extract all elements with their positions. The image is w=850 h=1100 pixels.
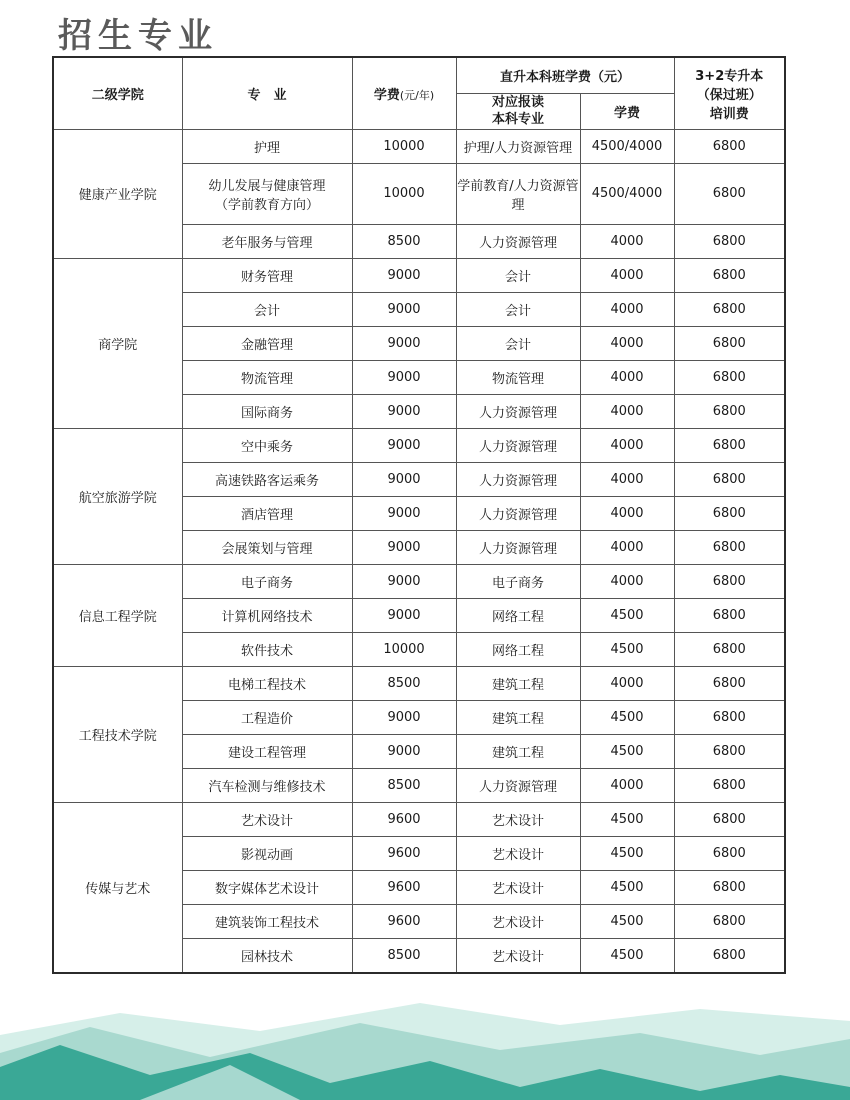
header-tuition-label: 学费: [373, 87, 400, 103]
upgrade-fee: 4000: [580, 666, 674, 700]
major-name: [182, 530, 352, 564]
major-name: [182, 700, 352, 734]
major-name: [182, 870, 352, 904]
p32-training-fee: 6800: [674, 292, 785, 326]
upgrade-major: 建筑工程: [456, 734, 580, 768]
upgrade-major: 学前教育/人力资源管理: [456, 163, 580, 224]
upgrade-fee: 4500/4000: [580, 129, 674, 163]
upgrade-fee: 4000: [580, 360, 674, 394]
header-32-line2: （保过班）: [696, 87, 762, 103]
upgrade-fee: 4500: [580, 632, 674, 666]
table-row: [53, 802, 785, 836]
admissions-fee-table: [52, 56, 786, 974]
tuition-fee: 9000: [352, 496, 456, 530]
upgrade-major: 艺术设计: [456, 870, 580, 904]
header-32-line3: 培训费: [709, 106, 749, 122]
p32-training-fee: 6800: [674, 734, 785, 768]
major-name: [182, 564, 352, 598]
tuition-fee: 9000: [352, 734, 456, 768]
major-name: [182, 292, 352, 326]
major-name-line: 金融管理: [240, 337, 293, 353]
college-name: 传媒与艺术: [53, 802, 182, 973]
upgrade-fee: 4000: [580, 530, 674, 564]
header-32-program: [674, 57, 785, 129]
upgrade-fee: 4500: [580, 938, 674, 973]
table-row: [53, 129, 785, 163]
upgrade-major: 人力资源管理: [456, 462, 580, 496]
tuition-fee: 9000: [352, 564, 456, 598]
upgrade-fee: 4500: [580, 802, 674, 836]
header-32-line1: 3+2专升本: [695, 68, 764, 84]
major-name-line: 园林技术: [240, 949, 293, 965]
tuition-fee: 8500: [352, 224, 456, 258]
major-name-line: 会计: [253, 303, 280, 319]
upgrade-major: 物流管理: [456, 360, 580, 394]
p32-training-fee: 6800: [674, 768, 785, 802]
p32-training-fee: 6800: [674, 904, 785, 938]
tuition-fee: 9600: [352, 904, 456, 938]
table-row: [53, 666, 785, 700]
tuition-fee: 10000: [352, 129, 456, 163]
major-name: [182, 496, 352, 530]
upgrade-fee: 4000: [580, 326, 674, 360]
upgrade-fee: 4500: [580, 598, 674, 632]
upgrade-major: 人力资源管理: [456, 530, 580, 564]
upgrade-fee: 4000: [580, 496, 674, 530]
p32-training-fee: 6800: [674, 700, 785, 734]
upgrade-fee: 4000: [580, 224, 674, 258]
p32-training-fee: 6800: [674, 394, 785, 428]
major-name: [182, 326, 352, 360]
p32-training-fee: 6800: [674, 496, 785, 530]
header-upgrade-major-line1: 对应报读: [491, 95, 544, 110]
upgrade-major: 人力资源管理: [456, 428, 580, 462]
tuition-fee: 9600: [352, 836, 456, 870]
major-name-line: 电子商务: [240, 575, 293, 591]
upgrade-major: 会计: [456, 326, 580, 360]
p32-training-fee: 6800: [674, 632, 785, 666]
upgrade-major: 艺术设计: [456, 836, 580, 870]
tuition-fee: 10000: [352, 163, 456, 224]
college-name: 健康产业学院: [53, 129, 182, 258]
upgrade-fee: 4500: [580, 700, 674, 734]
tuition-fee: 9600: [352, 870, 456, 904]
major-name-line: 护理: [253, 140, 280, 156]
table-row: [53, 564, 785, 598]
major-name-line: 会展策划与管理: [221, 541, 313, 557]
college-name: 信息工程学院: [53, 564, 182, 666]
major-name: [182, 938, 352, 973]
major-name-line: 酒店管理: [240, 507, 293, 523]
major-name: [182, 428, 352, 462]
upgrade-major: 电子商务: [456, 564, 580, 598]
major-name-line: 汽车检测与维修技术: [208, 779, 326, 795]
p32-training-fee: 6800: [674, 836, 785, 870]
major-name-line: 工程造价: [240, 711, 293, 727]
college-name: 航空旅游学院: [53, 428, 182, 564]
tuition-fee: 9000: [352, 360, 456, 394]
tuition-fee: 8500: [352, 768, 456, 802]
upgrade-major: 艺术设计: [456, 904, 580, 938]
mountain-wave-decoration: [0, 995, 850, 1100]
upgrade-major: 建筑工程: [456, 666, 580, 700]
p32-training-fee: 6800: [674, 129, 785, 163]
college-name: 工程技术学院: [53, 666, 182, 802]
upgrade-major: 网络工程: [456, 598, 580, 632]
tuition-fee: 9000: [352, 394, 456, 428]
tuition-fee: 9600: [352, 802, 456, 836]
major-name: [182, 836, 352, 870]
major-name: [182, 394, 352, 428]
upgrade-fee: 4000: [580, 258, 674, 292]
header-upgrade-group: 直升本科班学费（元）: [456, 57, 674, 93]
major-name: [182, 666, 352, 700]
header-tuition: [352, 57, 456, 129]
header-upgrade-fee: 学费: [580, 93, 674, 129]
upgrade-fee: 4500/4000: [580, 163, 674, 224]
major-name: [182, 802, 352, 836]
major-name: [182, 163, 352, 224]
p32-training-fee: 6800: [674, 326, 785, 360]
upgrade-fee: 4000: [580, 564, 674, 598]
table-row: [53, 428, 785, 462]
upgrade-major: 人力资源管理: [456, 496, 580, 530]
major-name-line: 建设工程管理: [227, 745, 306, 761]
upgrade-fee: 4500: [580, 734, 674, 768]
upgrade-major: 护理/人力资源管理: [456, 129, 580, 163]
major-name-line: 空中乘务: [240, 439, 293, 455]
p32-training-fee: 6800: [674, 163, 785, 224]
upgrade-fee: 4500: [580, 836, 674, 870]
p32-training-fee: 6800: [674, 666, 785, 700]
major-name-line: （学前教育方向）: [214, 197, 319, 213]
major-name-line: 软件技术: [240, 643, 293, 659]
tuition-fee: 9000: [352, 258, 456, 292]
tuition-fee: 9000: [352, 700, 456, 734]
upgrade-fee: 4000: [580, 394, 674, 428]
upgrade-major: 建筑工程: [456, 700, 580, 734]
p32-training-fee: 6800: [674, 938, 785, 973]
major-name: [182, 904, 352, 938]
tuition-fee: 9000: [352, 462, 456, 496]
p32-training-fee: 6800: [674, 258, 785, 292]
major-name-line: 财务管理: [240, 269, 293, 285]
major-name: [182, 598, 352, 632]
p32-training-fee: 6800: [674, 360, 785, 394]
tuition-fee: 10000: [352, 632, 456, 666]
major-name-line: 数字媒体艺术设计: [214, 881, 319, 897]
major-name-line: 高速铁路客运乘务: [214, 473, 319, 489]
major-name: [182, 462, 352, 496]
table-body: [53, 129, 785, 973]
p32-training-fee: 6800: [674, 870, 785, 904]
p32-training-fee: 6800: [674, 530, 785, 564]
tuition-fee: 9000: [352, 428, 456, 462]
upgrade-major: 人力资源管理: [456, 224, 580, 258]
header-upgrade-major-line2: 本科专业: [491, 112, 544, 127]
upgrade-major: 人力资源管理: [456, 768, 580, 802]
major-name: [182, 258, 352, 292]
header-tuition-unit: (元/年): [399, 88, 435, 102]
upgrade-fee: 4000: [580, 462, 674, 496]
upgrade-major: 网络工程: [456, 632, 580, 666]
upgrade-fee: 4000: [580, 428, 674, 462]
p32-training-fee: 6800: [674, 224, 785, 258]
major-name: [182, 360, 352, 394]
header-upgrade-major: [456, 93, 580, 129]
upgrade-fee: 4500: [580, 870, 674, 904]
tuition-fee: 8500: [352, 666, 456, 700]
major-name: [182, 224, 352, 258]
major-name: [182, 129, 352, 163]
major-name-line: 影视动画: [240, 847, 293, 863]
major-name: [182, 632, 352, 666]
tuition-fee: 8500: [352, 938, 456, 973]
upgrade-fee: 4500: [580, 904, 674, 938]
major-name: [182, 768, 352, 802]
major-name-line: 国际商务: [240, 405, 293, 421]
upgrade-fee: 4000: [580, 768, 674, 802]
upgrade-major: 会计: [456, 292, 580, 326]
upgrade-major: 艺术设计: [456, 802, 580, 836]
tuition-fee: 9000: [352, 326, 456, 360]
major-name-line: 老年服务与管理: [221, 235, 313, 251]
p32-training-fee: 6800: [674, 428, 785, 462]
table-row: [53, 258, 785, 292]
upgrade-major: 艺术设计: [456, 938, 580, 973]
p32-training-fee: 6800: [674, 598, 785, 632]
header-college: 二级学院: [53, 57, 182, 129]
major-name-line: 电梯工程技术: [227, 677, 306, 693]
p32-training-fee: 6800: [674, 802, 785, 836]
p32-training-fee: 6800: [674, 564, 785, 598]
major-name-line: 幼儿发展与健康管理: [208, 178, 326, 194]
tuition-fee: 9000: [352, 598, 456, 632]
major-name-line: 建筑装饰工程技术: [214, 915, 319, 931]
upgrade-major: 人力资源管理: [456, 394, 580, 428]
major-name-line: 物流管理: [240, 371, 293, 387]
college-name: 商学院: [53, 258, 182, 428]
major-name-line: 计算机网络技术: [221, 609, 313, 625]
major-name-line: 艺术设计: [240, 813, 293, 829]
page-title: 招生专业: [58, 16, 218, 56]
p32-training-fee: 6800: [674, 462, 785, 496]
tuition-fee: 9000: [352, 530, 456, 564]
tuition-fee: 9000: [352, 292, 456, 326]
header-major: 专 业: [182, 57, 352, 129]
upgrade-major: 会计: [456, 258, 580, 292]
upgrade-fee: 4000: [580, 292, 674, 326]
major-name: [182, 734, 352, 768]
